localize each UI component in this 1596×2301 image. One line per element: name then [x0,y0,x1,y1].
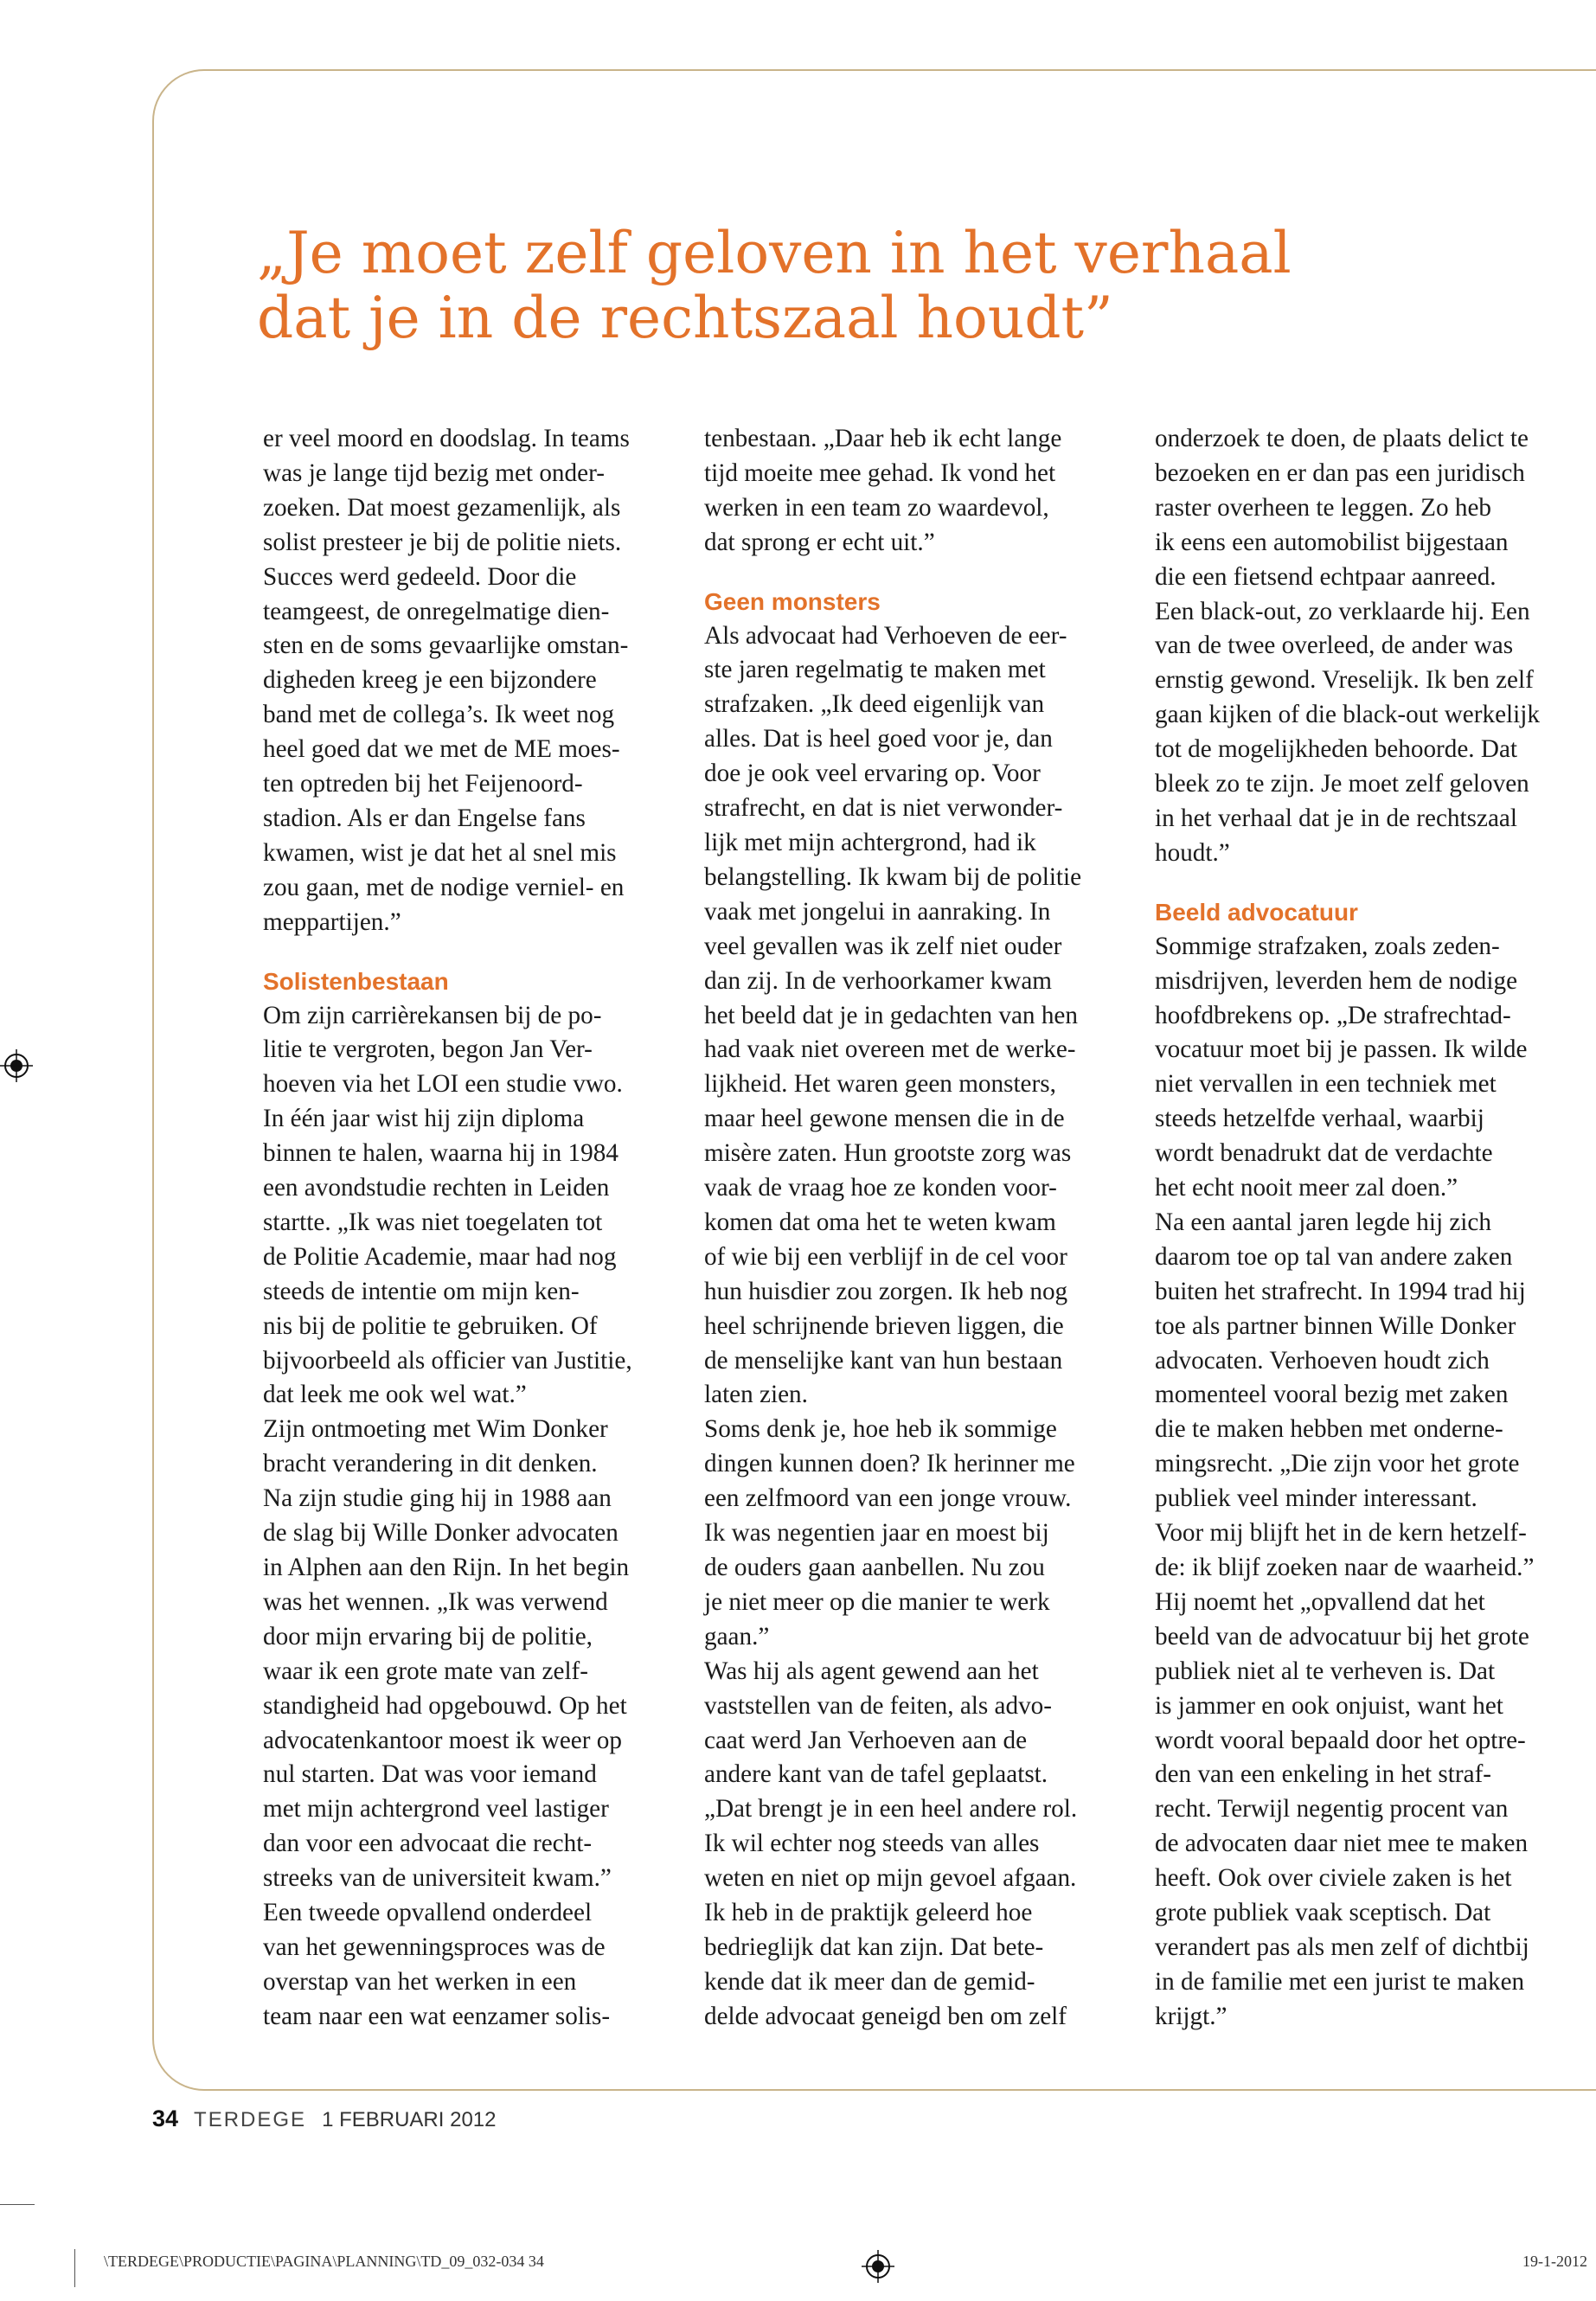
text-line: bleek zo te zijn. Je moet zelf geloven [1155,770,1529,798]
text-line: vaak de vraag hoe ze konden voor- [704,1174,1057,1202]
text-line: niet vervallen in een techniek met [1155,1070,1497,1099]
text-line: heel goed dat we met de ME moes- [263,735,620,764]
registration-mark-icon [0,1049,33,1082]
text-line: de Politie Academie, maar had nog [263,1242,617,1271]
slug-file-path: \TERDEGE\PRODUCTIE\PAGINA\PLANNING\TD_09_032-034 34 [104,2253,544,2270]
text-line: ik eens een automobilist bijgestaan [1155,528,1509,556]
text-line: werken in een team zo waardevol, [704,493,1049,522]
text-line: den van een enkeling in het straf- [1155,1760,1492,1789]
section-heading-beeld-advocatuur: Beeld advocatuur [1155,898,1358,926]
text-line: de advocaten daar niet mee te maken [1155,1830,1529,1858]
text-line: Hij noemt het „opvallend dat het [1155,1587,1485,1616]
text-line: lijkheid. Het waren geen monsters, [704,1070,1056,1099]
text-line: is jammer en ook onjuist, want het [1155,1691,1503,1720]
text-line: In één jaar wist hij zijn diploma [263,1105,585,1133]
text-line: Een black-out, zo verklaarde hij. Een [1155,597,1530,625]
text-line: vaststellen van de feiten, als advo- [704,1691,1052,1720]
crop-mark-vertical [74,2249,75,2287]
headline [257,221,1381,350]
text-line: standigheid had opgebouwd. Op het [263,1691,627,1720]
text-line: stadion. Als er dan Engelse fans [263,804,586,832]
text-line: was je lange tijd bezig met onder- [263,458,605,487]
text-line: raster overheen te leggen. Zo heb [1155,493,1491,522]
text-line: „Dat brengt je in een heel andere rol. [704,1795,1078,1823]
text-line: tot de mogelijkheden behoorde. Dat [1155,735,1518,764]
text-line: caat werd Jan Verhoeven aan de [704,1726,1028,1754]
text-line: bijvoorbeeld als officier van Justitie, [263,1346,632,1375]
text-line: litie te vergroten, begon Jan Ver- [263,1035,593,1064]
text-line: recht. Terwijl negentig procent van [1155,1795,1509,1823]
text-line: Sommige strafzaken, zoals zeden- [1155,932,1500,960]
text-line: binnen te halen, waarna hij in 1984 [263,1139,619,1168]
text-line: solist presteer je bij de politie niets. [263,528,622,556]
text-line: dingen kunnen doen? Ik herinner me [704,1450,1075,1478]
headline-line-1: „Je moet zelf geloven in het verhaal [257,220,1292,286]
text-line: in de familie met een jurist te maken [1155,1967,1525,1996]
text-line: dat sprong er echt uit.” [704,528,935,556]
text-line: kwamen, wist je dat het al snel mis [263,838,617,867]
text-line: kende dat ik meer dan de gemid- [704,1967,1035,1996]
text-line: delde advocaat geneigd ben om zelf [704,2002,1067,2030]
text-line: startte. „Ik was niet toegelaten tot [263,1208,603,1236]
text-line: je niet meer op die manier te werk [704,1587,1050,1616]
text-line: andere kant van de tafel geplaatst. [704,1760,1048,1789]
text-line: Een tweede opvallend onderdeel [263,1899,593,1927]
text-line: steeds hetzelfde verhaal, waarbij [1155,1105,1484,1133]
text-line: advocatenkantoor moest ik weer op [263,1726,622,1754]
text-line: de ouders gaan aanbellen. Nu zou [704,1554,1045,1581]
text-line: krijgt.” [1155,2002,1227,2030]
text-line: Ik heb in de praktijk geleerd hoe [704,1899,1033,1927]
text-line: die een fietsend echtpaar aanreed. [1155,562,1497,591]
text-line: het beeld dat je in gedachten van hen [704,1001,1078,1029]
text-line: verandert pas als men zelf of dichtbij [1155,1932,1529,1961]
text-line: had vaak niet overeen met de werke- [704,1035,1076,1064]
section-heading-solistenbestaan: Solistenbestaan [263,967,449,995]
text-line: veel gevallen was ik zelf niet ouder [704,932,1062,960]
text-line: bedrieglijk dat kan zijn. Dat bete- [704,1932,1044,1961]
text-line: Ik was negentien jaar en moest bij [704,1519,1049,1548]
text-line: strafzaken. „Ik deed eigenlijk van [704,690,1045,719]
column-2-paragraph-1 [704,422,1141,561]
text-line: meppartijen.” [263,907,401,936]
text-line: digheden kreeg je een bijzondere [263,666,597,695]
crop-mark-horizontal [0,2204,35,2205]
text-line: dat leek me ook wel wat.” [263,1381,527,1409]
text-line: onderzoek te doen, de plaats delict te [1155,425,1529,452]
headline-line-2: dat je in de rechtszaal houdt” [257,285,1113,351]
text-line: misère zaten. Hun grootste zorg was [704,1139,1072,1168]
column-1 [263,422,700,2035]
text-line: waar ik een grote mate van zelf- [263,1657,588,1685]
text-line: momenteel vooral bezig met zaken [1155,1381,1509,1409]
text-line: gaan.” [704,1622,770,1650]
issue-date: 1 FEBRUARI 2012 [322,2108,497,2131]
text-line: grote publiek vaak sceptisch. Dat [1155,1899,1491,1927]
text-line: beeld van de advocatuur bij het grote [1155,1622,1529,1650]
text-line: teamgeest, de onregelmatige dien- [263,597,610,625]
text-line: of wie bij een verblijf in de cel voor [704,1242,1067,1271]
column-1-paragraph-1 [263,422,700,940]
text-line: publiek veel minder interessant. [1155,1484,1477,1513]
text-line: belangstelling. Ik kwam bij de politie [704,862,1082,891]
text-line: steeds de intentie om mijn ken- [263,1277,580,1305]
text-line: doe je ook veel ervaring op. Voor [704,760,1041,788]
text-line: komen dat oma het te weten kwam [704,1208,1056,1236]
column-2-paragraph-2 [704,619,1141,2035]
text-line: met mijn achtergrond veel lastiger [263,1795,609,1823]
text-line: Soms denk je, hoe heb ik sommige [704,1415,1057,1444]
text-line: dan voor een advocaat die recht- [263,1830,593,1858]
text-line: Was hij als agent gewend aan het [704,1657,1039,1685]
text-line: van de twee overleed, de ander was [1155,631,1514,660]
text-line: vocatuur moet bij je passen. Ik wilde [1155,1035,1528,1064]
text-line: bezoeken en er dan pas een juridisch [1155,458,1525,487]
text-line: hoeven via het LOI een studie vwo. [263,1070,623,1099]
text-line: overstap van het werken in een [263,1967,577,1996]
text-line: band met de collega’s. Ik weet nog [263,701,615,729]
page-footer [152,2106,496,2140]
text-line: wordt benadrukt dat de verdachte [1155,1139,1493,1168]
text-line: bracht verandering in dit denken. [263,1450,598,1478]
text-line: ten optreden bij het Feijenoord- [263,770,583,798]
text-line: Ik wil echter nog steeds van alles [704,1830,1040,1858]
text-line: tenbestaan. „Daar heb ik echt lange [704,425,1062,452]
text-line: houdt.” [1155,838,1230,867]
text-line: in Alphen aan den Rijn. In het begin [263,1554,630,1581]
text-line: heeft. Ook over civiele zaken is het [1155,1864,1512,1893]
text-line: zoeken. Dat moest gezamenlijk, als [263,493,621,522]
registration-mark-icon [862,2250,894,2283]
text-line: het echt nooit meer zal doen.” [1155,1174,1458,1202]
text-line: Zijn ontmoeting met Wim Donker [263,1415,608,1444]
text-line: ernstig gewond. Vreselijk. Ik ben zelf [1155,666,1534,695]
text-line: weten en niet op mijn gevoel afgaan. [704,1864,1077,1893]
text-line: lijk met mijn achtergrond, had ik [704,828,1036,856]
section-heading-geen-monsters: Geen monsters [704,587,881,615]
text-line: team naar een wat eenzamer solis- [263,2002,611,2030]
text-line: van het gewenningsproces was de [263,1932,606,1961]
text-line: misdrijven, leverden hem de nodige [1155,966,1518,995]
text-line: nul starten. Dat was voor iemand [263,1760,597,1789]
text-line: wordt vooral bepaald door het optre- [1155,1726,1526,1754]
text-line: Als advocaat had Verhoeven de eer- [704,621,1067,650]
magazine-name: TERDEGE [194,2108,307,2131]
text-line: maar heel gewone mensen die in de [704,1105,1065,1133]
text-line: hun huisdier zou zorgen. Ik heb nog [704,1277,1068,1305]
text-line: zou gaan, met de nodige verniel- en [263,873,625,901]
text-line: laten zien. [704,1381,808,1409]
text-line: advocaten. Verhoeven houdt zich [1155,1346,1490,1375]
text-line: publiek niet al te verheven is. Dat [1155,1657,1496,1685]
column-3-paragraph-1 [1155,422,1592,871]
text-line: nis bij de politie te gebruiken. Of [263,1311,598,1340]
text-line: hoofdbrekens op. „De strafrechtad- [1155,1001,1511,1029]
text-line: Na zijn studie ging hij in 1988 aan [263,1484,612,1513]
text-line: door mijn ervaring bij de politie, [263,1622,593,1650]
text-line: in het verhaal dat je in de rechtszaal [1155,804,1517,832]
text-line: mingsrecht. „Die zijn voor het grote [1155,1450,1520,1478]
text-line: gaan kijken of die black-out werkelijk [1155,701,1540,729]
text-line: buiten het strafrecht. In 1994 trad hij [1155,1277,1526,1305]
text-line: Succes werd gedeeld. Door die [263,562,577,591]
text-line: strafrecht, en dat is niet verwonder- [704,794,1063,823]
text-line: tijd moeite mee gehad. Ik vond het [704,458,1056,487]
text-line: toe als partner binnen Wille Donker [1155,1311,1516,1340]
text-line: de slag bij Wille Donker advocaten [263,1519,619,1548]
text-line: heel schrijnende brieven liggen, die [704,1311,1064,1340]
column-3 [1155,422,1592,2035]
text-line: alles. Dat is heel goed voor je, dan [704,725,1053,753]
text-line: de: ik blijf zoeken naar de waarheid.” [1155,1554,1535,1581]
column-3-paragraph-2 [1155,930,1592,2035]
page-number: 34 [152,2106,179,2131]
text-line: de menselijke kant van hun bestaan [704,1346,1063,1375]
text-line: een zelfmoord van een jonge vrouw. [704,1484,1072,1513]
text-line: daarom toe op tal van andere zaken [1155,1242,1513,1271]
text-line: er veel moord en doodslag. In teams [263,425,630,452]
text-line: Om zijn carrièrekansen bij de po- [263,1001,602,1029]
text-line: dan zij. In de verhoorkamer kwam [704,966,1052,995]
text-line: een avondstudie rechten in Leiden [263,1174,610,1202]
text-line: was het wennen. „Ik was verwend [263,1587,608,1616]
text-line: sten en de soms gevaarlijke omstan- [263,631,629,660]
text-line: Voor mij blijft het in de kern hetzelf- [1155,1519,1527,1548]
slug-date: 19-1-2012 [1522,2253,1587,2270]
column-2 [704,422,1141,2035]
text-line: ste jaren regelmatig te maken met [704,656,1046,684]
text-line: streeks van de universiteit kwam.” [263,1864,612,1893]
text-line: die te maken hebben met onderne- [1155,1415,1503,1444]
column-1-paragraph-2 [263,999,700,2035]
text-line: vaak met jongelui in aanraking. In [704,897,1051,926]
text-line: Na een aantal jaren legde hij zich [1155,1208,1491,1236]
